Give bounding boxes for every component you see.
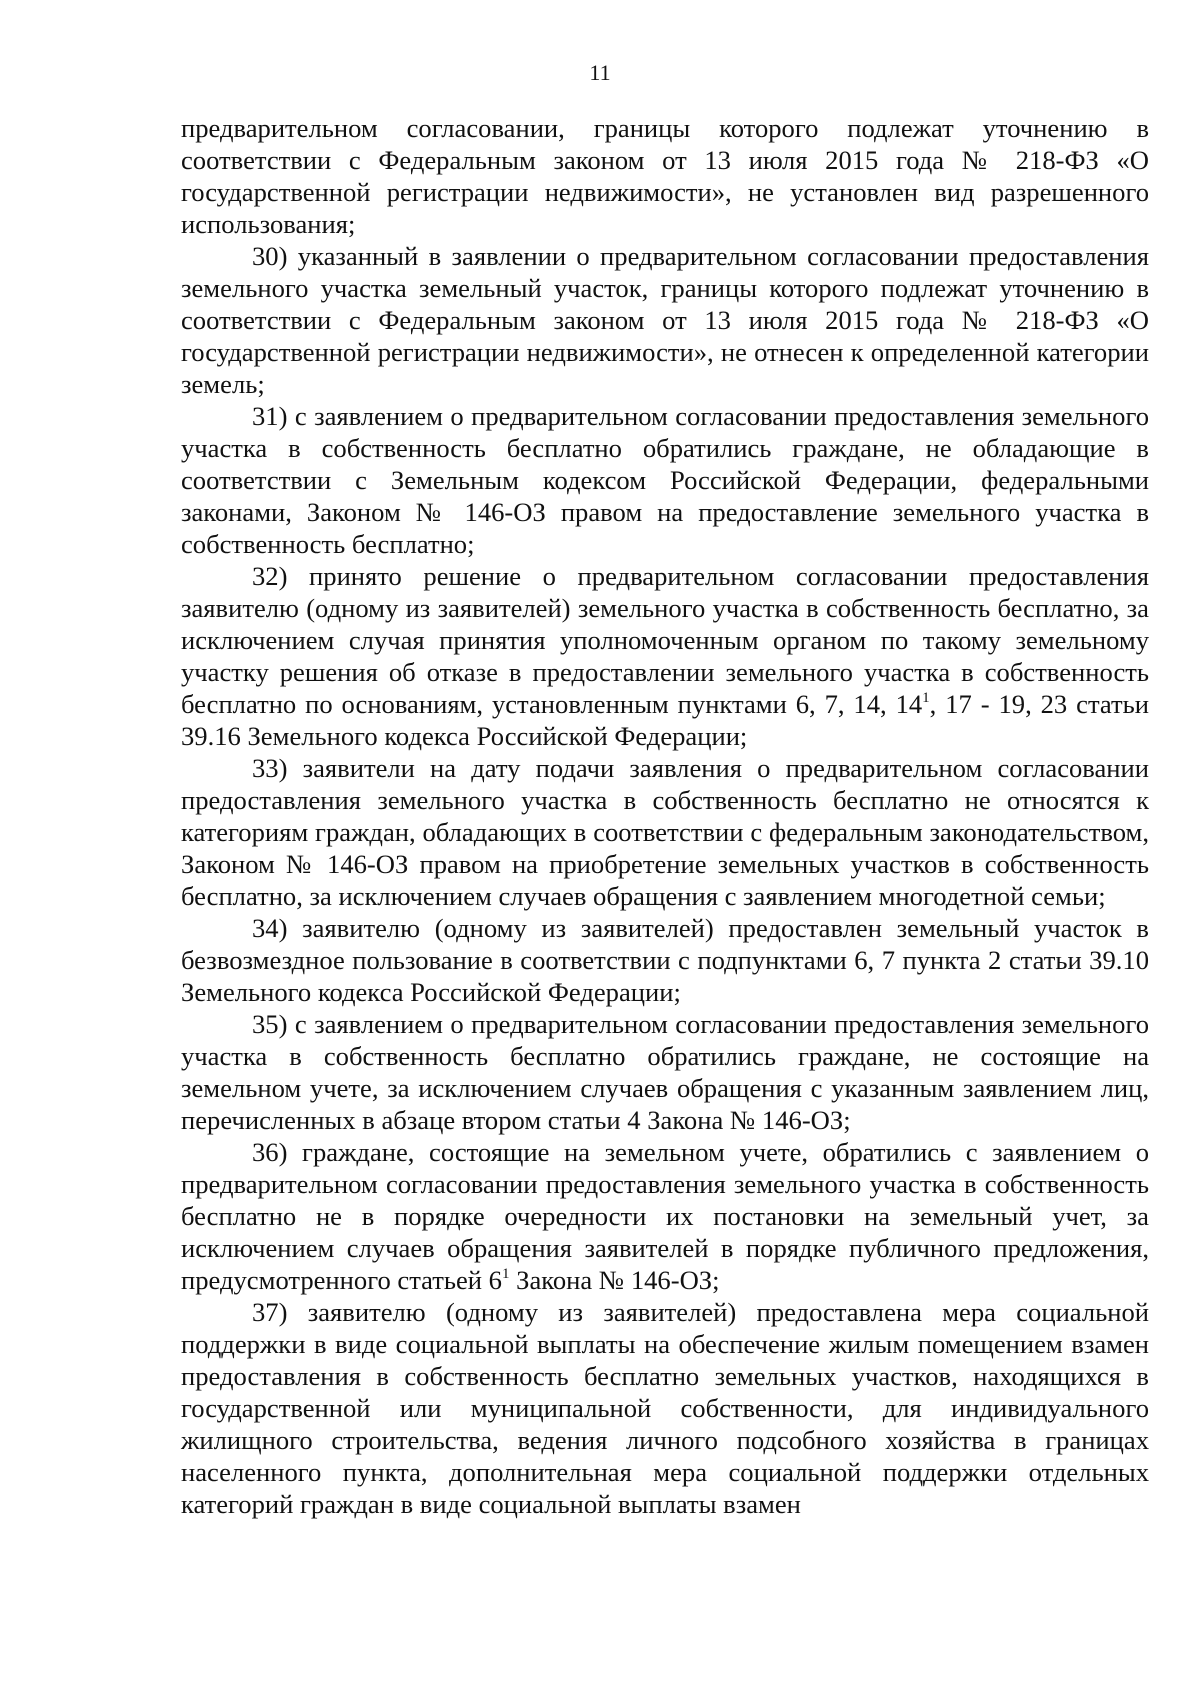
paragraph-item-33: 33) заявители на дату подачи заявления о предварительном согласовании предоставления земельного участка в собственность бесплатно не относятся к категориям граждан, обладающих в соответствии с федеральным законодательством, Законом № 146-ОЗ правом на приобретение земельных участков в собственность бесплатно, за исключением случаев обращения с заявлением многодетной семьи; bbox=[181, 753, 1149, 911]
paragraph-item-36 bbox=[181, 1136, 1149, 1296]
paragraph-item-32 bbox=[181, 560, 1149, 752]
page-number: 11 bbox=[589, 60, 611, 85]
paragraph-item-37: 37) заявителю (одному из заявителей) предоставлена мера социальной поддержки в виде социальной выплаты на обеспечение жилым помещением взамен предоставления в собственность бесплатно земельных участков, находящихся в государственной или муниципальной собственности, для индивидуального жилищного строительства, ведения личного подсобного хозяйства в границах населенного пункта, дополнительная мера социальной поддержки отдельных категорий граждан в виде социальной выплаты взамен bbox=[181, 1297, 1149, 1519]
paragraph-continuation: предварительном согласовании, границы которого подлежат уточнению в соответствии с Федеральным законом от 13 июля 2015 года № 218-ФЗ «О государственной регистрации недвижимости», не установлен вид разрешенного использования; bbox=[181, 113, 1149, 239]
superscript: 1 bbox=[922, 690, 930, 706]
document-body bbox=[181, 112, 1149, 1520]
paragraph-item-31: 31) с заявлением о предварительном согласовании предоставления земельного участка в собственность бесплатно обратились граждане, не обладающие в соответствии с Земельным кодексом Российской Федерации, федеральными законами, Законом № 146-ОЗ правом на предоставление земельного участка в собственность бесплатно; bbox=[181, 401, 1149, 559]
paragraph-item-35: 35) с заявлением о предварительном согласовании предоставления земельного участка в собственность бесплатно обратились граждане, не состоящие на земельном учете, за исключением случаев обращения с указанным заявлением лиц, перечисленных в абзаце втором статьи 4 Закона № 146-ОЗ; bbox=[181, 1009, 1149, 1135]
paragraph-item-32-text-b: , 17 - 19, 23 статьи 39.16 Земельного кодекса Российской Федерации; bbox=[181, 689, 1149, 751]
paragraph-item-30: 30) указанный в заявлении о предварительном согласовании предоставления земельного участка земельный участок, границы которого подлежат уточнению в соответствии с Федеральным законом от 13 июля 2015 года № 218-ФЗ «О государственной регистрации недвижимости», не отнесен к определенной категории земель; bbox=[181, 241, 1149, 399]
paragraph-item-32-text-a: 32) принято решение о предварительном согласовании предоставления заявителю (одному из заявителей) земельного участка в собственность бесплатно, за исключением случая принятия уполномоченным органом по такому земельному участку решения об отказе в предоставлении земельного участка в собственность бесплатно по основаниям, установленным пунктами 6, 7, 14, 14 bbox=[181, 561, 1149, 719]
superscript: 1 bbox=[501, 1266, 510, 1282]
paragraph-item-36-text-b: Закона № 146-ОЗ; bbox=[509, 1265, 720, 1295]
paragraph-item-36-text-a: 36) граждане, состоящие на земельном учете, обратились с заявлением о предварительном согласовании предоставления земельного участка в собственность бесплатно не в порядке очередности их постановки на земельный учет, за исключением случаев обращения заявителей в порядке публичного предложения, предусмотренного статьей 6 bbox=[181, 1137, 1149, 1295]
paragraph-item-34: 34) заявителю (одному из заявителей) предоставлен земельный участок в безвозмездное пользование в соответствии с подпунктами 6, 7 пункта 2 статьи 39.10 Земельного кодекса Российской Федерации; bbox=[181, 913, 1149, 1007]
